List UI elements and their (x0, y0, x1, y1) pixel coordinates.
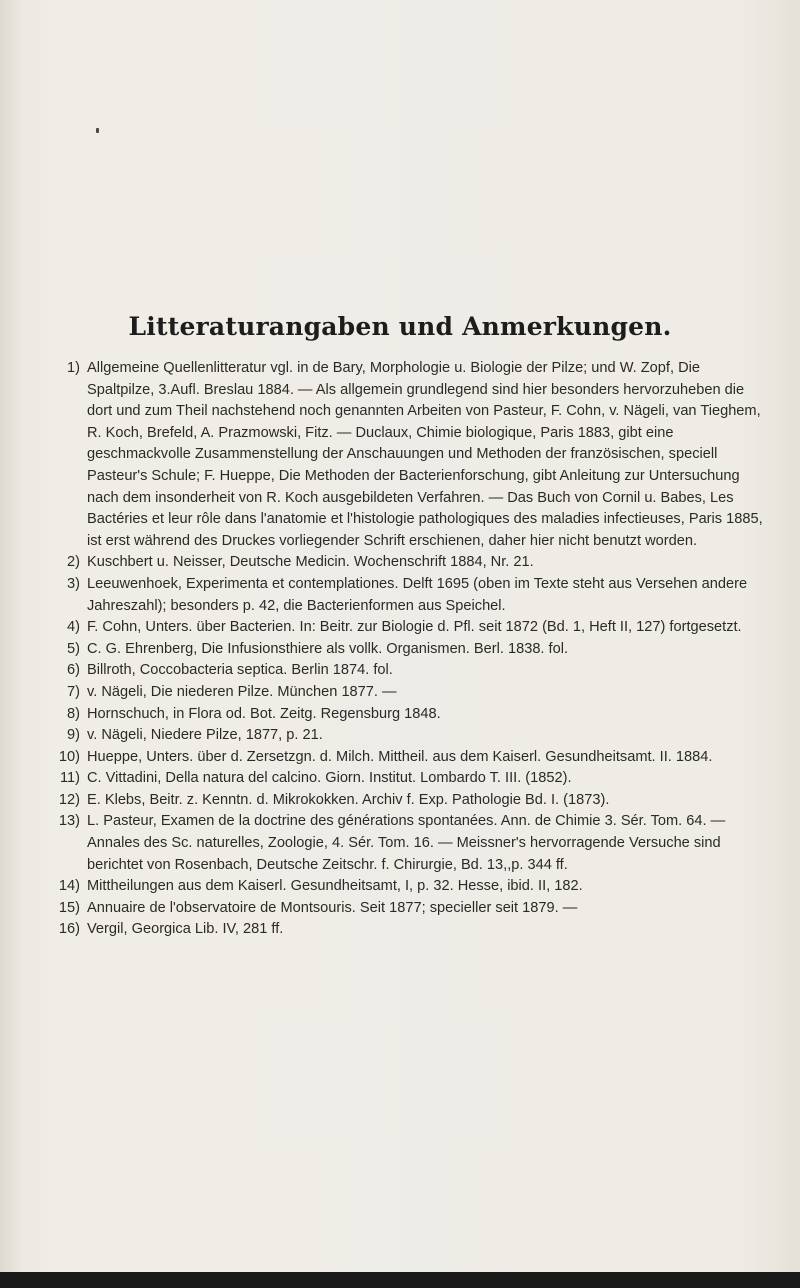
reference-text: E. Klebs, Beitr. z. Kenntn. d. Mikrokokken. Archiv f. Exp. Pathologie Bd. I. (1873). (87, 791, 610, 808)
reference-item (36, 725, 764, 747)
reference-item (36, 639, 764, 661)
reference-number: 16) (58, 921, 80, 938)
reference-text: Allgemeine Quellenlitteratur vgl. in de Bary, Morphologie u. Biologie der Pilze; und W. Zopf, Die Spaltpilze, 3.Aufl. Breslau 1884. — Als allgemein grundlegend sind hier besonders hervorzuheben die dort und zum Theil nachstehend noch genannten Arbeiten von Pasteur, F. Cohn, v. Nägeli, van Tieghem, R. Koch, Brefeld, A. Prazmowski, Fitz. — Duclaux, Chimie biologique, Paris 1883, gibt eine geschmackvolle Zusammenstellung der Anschauungen und Methoden der französischen, speciell Pasteur's Schule; F. Hueppe, Die Methoden der Bacterienforschung, gibt Anleitung zur Untersuchung nach dem insonderheit von R. Koch ausgebildeten Verfahren. — Das Buch von Cornil u. Babes, Les Bactéries et leur rôle dans l'anatomie et l'histologie pathologiques des maladies infectieuses, Paris 1885, ist erst während des Druckes vorliegender Schrift erschienen, daher hier nicht benutzt worden. (87, 360, 763, 549)
reference-number: 4) (67, 619, 80, 636)
reference-text: Hornschuch, in Flora od. Bot. Zeitg. Regensburg 1848. (87, 705, 441, 722)
reference-item (36, 919, 764, 941)
reference-number: 8) (67, 705, 80, 722)
reference-text: v. Nägeli, Die niederen Pilze. München 1877. — (87, 683, 397, 700)
reference-item (36, 552, 764, 574)
reference-item (36, 811, 764, 876)
reference-number: 15) (58, 899, 80, 916)
reference-number: 10) (58, 748, 80, 765)
reference-list (36, 358, 764, 941)
reference-number: 7) (67, 683, 80, 700)
reference-number: 9) (67, 727, 80, 744)
reference-number: 2) (67, 554, 80, 571)
reference-text: L. Pasteur, Examen de la doctrine des générations spontanées. Ann. de Chimie 3. Sér. Tom. 64. — Annales des Sc. naturelles, Zoologie, 4. Sér. Tom. 16. — Meissner's hervorragende Versuche sind berichtet von Rosenbach, Deutsche Zeitschr. f. Chirurgie, Bd. 13,,p. 344 ff. (87, 813, 726, 873)
reference-text: Kuschbert u. Neisser, Deutsche Medicin. Wochenschrift 1884, Nr. 21. (87, 554, 534, 571)
reference-item (36, 574, 764, 617)
reference-text: v. Nägeli, Niedere Pilze, 1877, p. 21. (87, 727, 323, 744)
reference-item (36, 660, 764, 682)
reference-item (36, 768, 764, 790)
reference-number: 3) (67, 575, 80, 592)
reference-item (36, 617, 764, 639)
reference-number: 6) (67, 662, 80, 679)
reference-item (36, 358, 764, 552)
reference-text: Hueppe, Unters. über d. Zersetzgn. d. Milch. Mittheil. aus dem Kaiserl. Gesundheitsamt. II. 1884. (87, 748, 713, 765)
page-title: Litteraturangaben und Anmerkungen. (128, 312, 672, 341)
reference-text: Vergil, Georgica Lib. IV, 281 ff. (87, 921, 284, 938)
reference-text: Annuaire de l'observatoire de Montsouris. Seit 1877; specieller seit 1879. — (87, 899, 578, 916)
reference-text: C. G. Ehrenberg, Die Infusionsthiere als vollk. Organismen. Berl. 1838. fol. (87, 640, 569, 657)
reference-number: 1) (67, 360, 80, 376)
reference-text: F. Cohn, Unters. über Bacterien. In: Beitr. zur Biologie d. Pfl. seit 1872 (Bd. 1, Heft II, 127) fortgesetzt. (87, 619, 742, 636)
reference-number: 12) (58, 791, 80, 808)
reference-number: 13) (58, 813, 80, 830)
reference-item (36, 898, 764, 920)
reference-number: 11) (59, 770, 80, 787)
reference-text: C. Vittadini, Della natura del calcino. Giorn. Institut. Lombardo T. III. (1852). (87, 770, 572, 787)
reference-item (36, 682, 764, 704)
scan-edge (0, 1272, 800, 1288)
reference-number: 14) (58, 878, 80, 895)
reference-text: Leeuwenhoek, Experimenta et contemplationes. Delft 1695 (oben im Texte steht aus Versehen andere Jahreszahl); besonders p. 42, die Bacterienformen aus Speichel. (87, 575, 748, 614)
reference-text: Mittheilungen aus dem Kaiserl. Gesundheitsamt, I, p. 32. Hesse, ibid. II, 182. (87, 878, 583, 895)
ink-speck (96, 128, 99, 133)
reference-item (36, 876, 764, 898)
reference-number: 5) (67, 640, 80, 657)
reference-item (36, 790, 764, 812)
reference-text: Billroth, Coccobacteria septica. Berlin 1874. fol. (87, 662, 393, 679)
reference-item (36, 747, 764, 769)
reference-item (36, 704, 764, 726)
